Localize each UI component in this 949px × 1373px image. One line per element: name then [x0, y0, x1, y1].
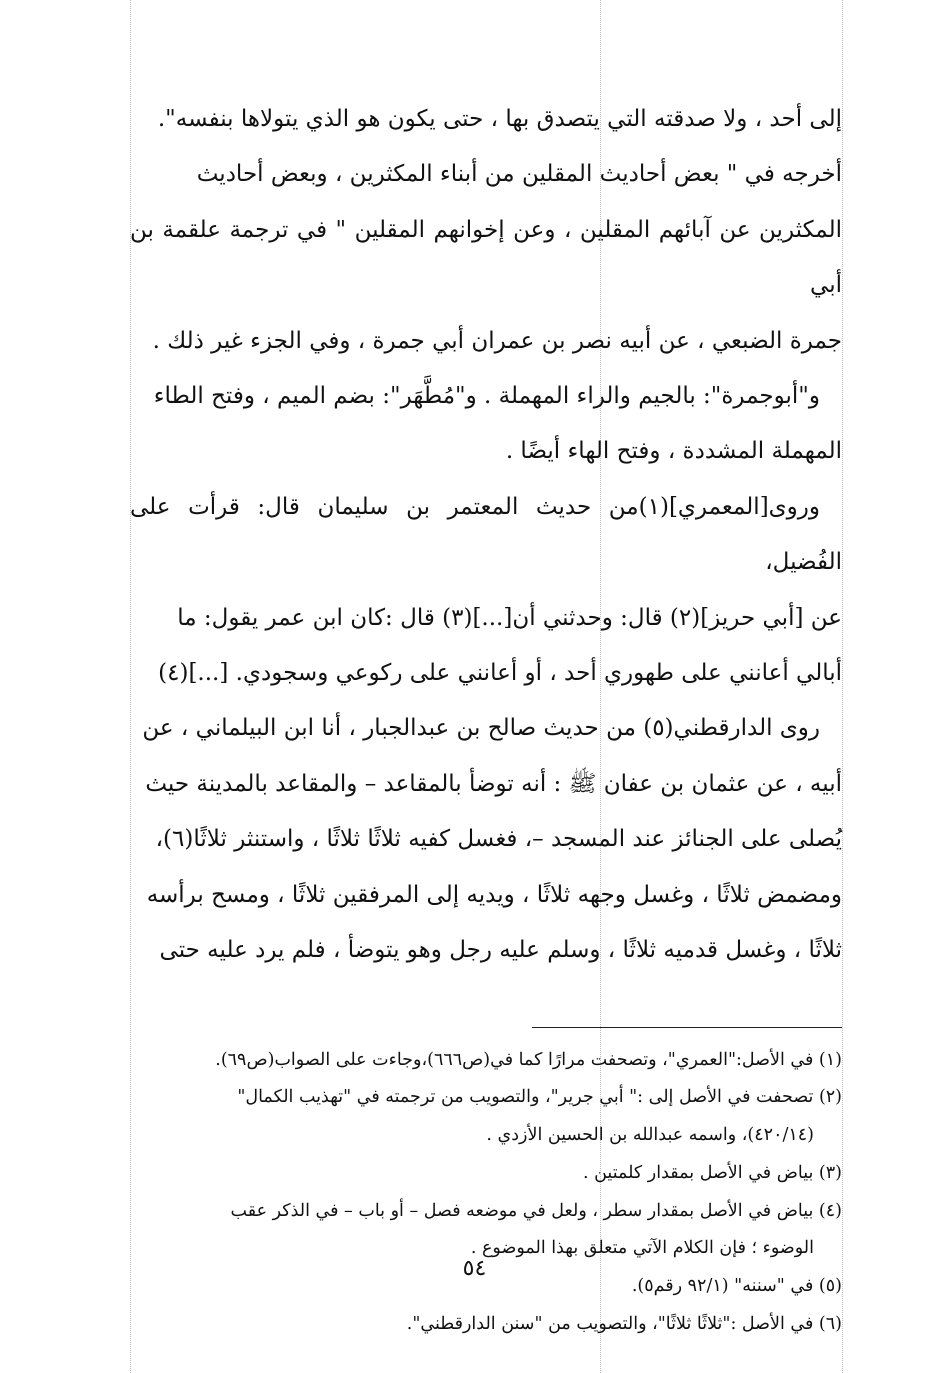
footnote-line: (٣) بياض في الأصل بمقدار كلمتين .	[582, 1162, 842, 1183]
footnotes	[130, 1042, 842, 1344]
text-line: إلى أحد ، ولا صدقته التي يتصدق بها ، حتى يكون هو الذي يتولاها بنفسه".	[157, 106, 842, 132]
scan-guide-line-right	[842, 0, 843, 1373]
text-line: المكثرين عن آبائهم المقلين ، وعن إخوانهم المقلين " في ترجمة علقمة بن أبي	[130, 216, 842, 299]
text-line: أبالي أعانني على طهوري أحد ، أو أعانني على ركوعي وسجودي. [...](٤)	[158, 660, 842, 687]
text-line: و"أبوجمرة": بالجيم والراء المهملة . و"مُطَّهَر": بضم الميم ، وفتح الطاء	[153, 383, 820, 410]
book-page	[130, 92, 842, 1344]
text-line: المهملة المشددة ، وفتح الهاء أيضًا .	[505, 438, 842, 465]
footnote-line: (١) في الأصل:"العمري"، وتصحفت مرارًا كما في(ص٦٦٦)،وجاءت على الصواب(ص٦٩).	[215, 1049, 842, 1070]
footnote-line: (٦) في الأصل :"ثلاثًا ثلاثًا"، والتصويب من "سنن الدارقطني".	[406, 1314, 842, 1335]
text-line: ومضمض ثلاثًا ، وغسل وجهه ثلاثًا ، ويديه إلى المرفقين ثلاثًا ، ومسح برأسه	[146, 881, 842, 908]
text-line: وروى[المعمري](١)من حديث المعتمر بن سليمان قال: قرأت على الفُضيل،	[130, 493, 842, 576]
text-line: روى الدارقطني(٥) من حديث صالح بن عبدالجبار ، أنا ابن البيلماني ، عن	[142, 715, 820, 742]
text-line: ثلاثًا ، وغسل قدميه ثلاثًا ، وسلم عليه رجل وهو يتوضأ ، فلم يرد عليه حتى	[159, 937, 842, 964]
text-line: أخرجه في " بعض أحاديث المقلين من أبناء المكثرين ، وبعض أحاديث	[196, 161, 842, 188]
page-number: ٥٤	[462, 1256, 487, 1281]
footnote-separator	[532, 1027, 842, 1028]
text-line: يُصلى على الجنائز عند المسجد –، فغسل كفيه ثلاثًا ثلاثًا ، واستنثر ثلاثًا(٦)،	[155, 826, 842, 853]
footnote-line: (٤) بياض في الأصل بمقدار سطر ، ولعل في موضعه فصل – أو باب – في الذكر عقب	[230, 1200, 842, 1221]
footnote-line: الوضوء ؛ فإن الكلام الآتي متعلق بهذا الموضوع .	[470, 1238, 814, 1259]
footnote-line: (٤٢٠/١٤)، واسمه عبدالله بن الحسين الأزدي .	[486, 1125, 814, 1146]
text-line: عن [أبي حريز](٢) قال: وحدثني أن[...](٣) قال :كان ابن عمر يقول: ما	[177, 604, 842, 631]
text-line: جمرة الضبعي ، عن أبيه نصر بن عمران أبي جمرة ، وفي الجزء غير ذلك .	[152, 327, 842, 354]
main-text	[130, 92, 842, 979]
text-line: أبيه ، عن عثمان بن عفان ﷺ : أنه توضأ بالمقاعد – والمقاعد بالمدينة حيث	[145, 770, 842, 797]
footnote-line: (٢) تصحفت في الأصل إلى :" أبي جرير"، والتصويب من ترجمته في "تهذيب الكمال"	[237, 1087, 842, 1108]
footnote-line: (٥) في "سننه" (٩٢/١ رقم٥).	[631, 1276, 842, 1297]
